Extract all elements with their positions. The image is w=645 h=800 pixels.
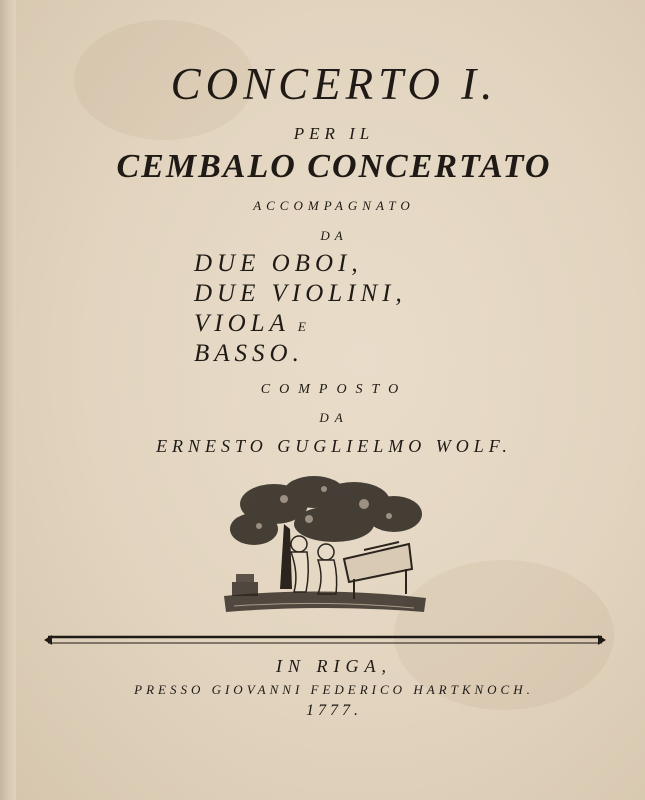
instrument-line: DUE VIOLINI, xyxy=(194,280,407,307)
publication-place: IN RIGA, xyxy=(276,656,392,676)
accompagnato-text: ACCOMPAGNATO xyxy=(253,198,415,213)
engraved-vignette-icon xyxy=(214,474,436,620)
page-title: CONCERTO I. xyxy=(170,59,498,109)
instrument-viola: VIOLA xyxy=(194,310,290,337)
da-text: DA xyxy=(319,410,349,425)
per-il-text: PER IL xyxy=(293,124,375,143)
da-text: DA xyxy=(320,228,348,243)
publication-year: 1777. xyxy=(306,702,362,719)
publisher-name: PRESSO GIOVANNI FEDERICO HARTKNOCH. xyxy=(134,682,534,697)
cembalo-heading: CEMBALO CONCERTATO xyxy=(116,148,552,185)
instrument-line: DUE OBOI, xyxy=(194,250,363,277)
ornamental-rule-icon xyxy=(44,630,606,650)
composto-text: COMPOSTO xyxy=(260,382,408,397)
conjunction-e: E xyxy=(297,319,308,334)
instrument-line xyxy=(194,310,308,338)
instrument-line: BASSO. xyxy=(194,340,304,367)
author-name: ERNESTO GUGLIELMO WOLF. xyxy=(156,436,512,456)
